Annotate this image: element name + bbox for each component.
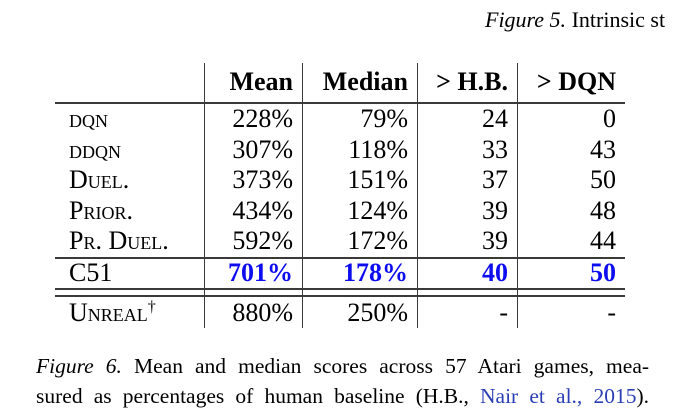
figure5-label: Figure 5. [485, 7, 567, 32]
table-row-duel [55, 165, 625, 196]
row-label-prior: Prior. [55, 196, 205, 227]
table-row-pr-duel [55, 226, 625, 257]
row-label-dqn: dqn [55, 104, 205, 135]
caption-line-2 [36, 382, 649, 412]
cell-unreal-mean: 880% [205, 297, 303, 328]
table-row-dqn [55, 104, 625, 135]
cell-dqn-mean: 228% [205, 104, 303, 135]
caption-text-line2: sured as percentages of human baseline (H.B., [36, 383, 469, 408]
dagger-superscript: † [147, 297, 156, 315]
column-header-median: Median [303, 63, 418, 102]
figure6-caption [36, 352, 649, 411]
cell-dqn-median: 79% [303, 104, 418, 135]
column-header-gt-dqn: > DQN [536, 67, 616, 96]
cell-prior-median: 124% [303, 196, 418, 227]
table-row-unreal [55, 297, 625, 328]
cell-dqn-gt-hb: 24 [418, 104, 518, 135]
table-row-ddqn [55, 135, 625, 166]
header-corner-cell [55, 63, 205, 102]
cell-ddqn-gt-hb: 33 [418, 135, 518, 166]
cell-pr-duel-gt-hb: 39 [418, 226, 518, 257]
cell-duel-gt-dqn: 50 [590, 165, 616, 194]
column-header-mean: Mean [205, 63, 303, 102]
row-label-pr-duel: Pr. Duel. [55, 226, 205, 257]
figure6-label: Figure 6. [36, 354, 122, 378]
cell-prior-gt-dqn: 48 [590, 195, 616, 225]
cell-c51-gt-hb: 40 [418, 259, 518, 288]
unreal-label-text: Unreal [69, 297, 148, 327]
cell-pr-duel-median: 172% [303, 226, 418, 257]
cell-c51-mean: 701% [205, 259, 303, 288]
cell-prior-gt-hb: 39 [418, 196, 518, 227]
caption-text-line2-end: ). [636, 383, 649, 408]
table-header-row [55, 63, 625, 104]
cell-c51-median: 178% [303, 259, 418, 288]
cell-c51-gt-dqn: 50 [590, 258, 616, 287]
double-rule-gap [55, 290, 625, 297]
cell-ddqn-median: 118% [303, 135, 418, 166]
row-label-duel: Duel. [55, 165, 205, 196]
caption-line-1 [36, 352, 649, 382]
row-label-c51: C51 [55, 259, 205, 288]
row-label-unreal [55, 297, 205, 328]
cell-ddqn-gt-dqn: 43 [590, 134, 616, 164]
cell-ddqn-mean: 307% [205, 135, 303, 166]
results-table [55, 63, 625, 328]
figure5-text: Intrinsic st [571, 7, 666, 32]
citation-link-nair-2015[interactable]: Nair et al., 2015 [480, 383, 637, 408]
cell-prior-mean: 434% [205, 196, 303, 227]
cell-unreal-median: 250% [303, 297, 418, 328]
cell-duel-gt-hb: 37 [418, 165, 518, 196]
table-row-c51 [55, 257, 625, 290]
figure5-caption-fragment [485, 8, 665, 32]
cell-pr-duel-gt-dqn: 44 [590, 226, 616, 255]
table-row-prior [55, 196, 625, 227]
row-label-ddqn: ddqn [55, 135, 205, 166]
caption-text-line1: Mean and median scores across 57 Atari games, mea- [134, 354, 650, 378]
column-header-gt-hb: > H.B. [418, 63, 518, 102]
cell-unreal-gt-hb: - [418, 297, 518, 328]
cell-dqn-gt-dqn: 0 [603, 104, 616, 133]
cell-duel-mean: 373% [205, 165, 303, 196]
cell-duel-median: 151% [303, 165, 418, 196]
cell-unreal-gt-dqn: - [607, 297, 616, 327]
cell-pr-duel-mean: 592% [205, 226, 303, 257]
